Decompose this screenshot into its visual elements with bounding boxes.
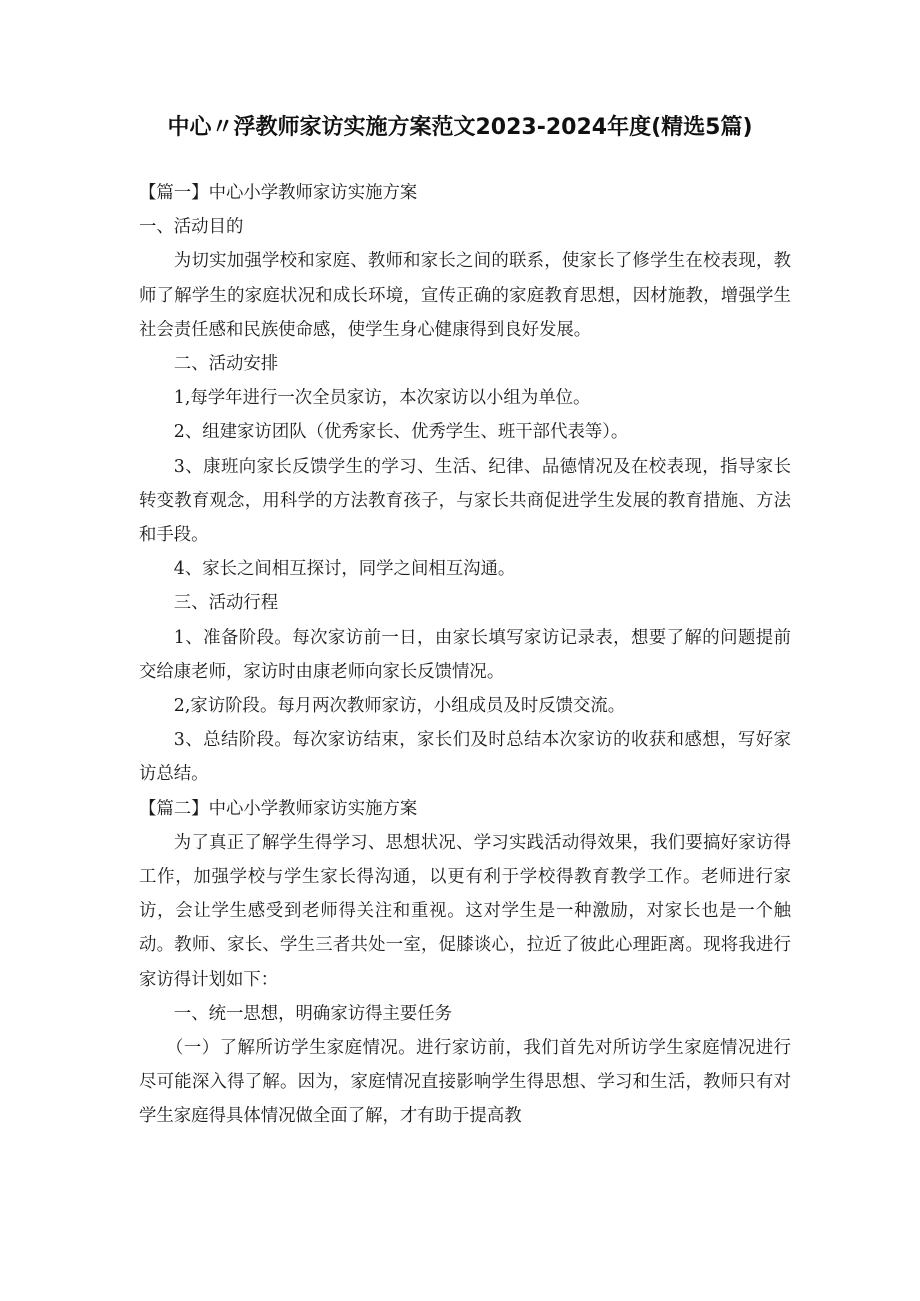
section-heading-part-one: 【篇一】中心小学教师家访实施方案 [139,183,418,203]
list-item-schedule-2: 2,家访阶段。每月两次教师家访，小组成员及时反馈交流。 [173,696,626,717]
list-item-arrangement-4: 4、家长之间相互探讨，同学之间相互沟通。 [173,559,516,580]
list-item-arrangement-1: 1,每学年进行一次全员家访，本次家访以小组为单位。 [173,388,591,409]
heading-unify-thinking: 一、统一思想，明确家访得主要任务 [173,1003,453,1024]
list-item-arrangement-3: 3、康班向家长反馈学生的学习、生活、纪律、品德情况及在校表现，指导家长转变教育观念，用科学的方法教育孩子，与家长共商促进学生发展的教育措施、方法和手段。 [139,456,791,546]
list-item-schedule-1: 1、准备阶段。每次家访前一日，由家长填写家访记录表，想要了解的问题提前交给康老师，家访时由康老师向家长反馈情况。 [139,627,791,682]
list-item-arrangement-2: 2、组建家访团队（优秀家长、优秀学生、班干部代表等）。 [173,422,629,443]
paragraph-purpose: 为切实加强学校和家庭、教师和家长之间的联系，使家长了修学生在校表现，教师了解学生的家庭状况和成长环境，宣传正确的家庭教育思想，因材施教，增强学生社会责任感和民族使命感，使学生身心健康得到良好发展。 [139,251,791,340]
heading-activity-purpose: 一、活动目的 [139,217,244,238]
document-body [139,176,791,1134]
document-title: 中心〃浮教师家访实施方案范文2023-2024年度(精选5篇) [167,115,753,140]
paragraph-family-situation: （一）了解所访学生家庭情况。进行家访前，我们首先对所访学生家庭情况进行尽可能深入得了解。因为，家庭情况直接影响学生得思想、学习和生活，教师只有对学生家庭得具体情况做全面了解，才有助于提高教 [139,1038,791,1127]
heading-activity-arrangement: 二、活动安排 [173,354,279,375]
section-heading-part-two: 【篇二】中心小学教师家访实施方案 [139,798,418,819]
list-item-schedule-3: 3、总结阶段。每次家访结束，家长们及时总结本次家访的收获和感想，写好家访总结。 [139,730,791,785]
heading-activity-schedule: 三、活动行程 [173,593,279,614]
paragraph-intro-part-two: 为了真正了解学生得学习、思想状况、学习实践活动得效果，我们要搞好家访得工作，加强学校与学生家长得沟通，以更有利于学校得教育教学工作。老师进行家访，会让学生感受到老师得关注和重视。这对学生是一种激励，对家长也是一个触动。教师、家长、学生三者共处一室，促膝谈心，拉近了彼此心理距离。现将我进行家访得计划如下： [139,832,791,990]
